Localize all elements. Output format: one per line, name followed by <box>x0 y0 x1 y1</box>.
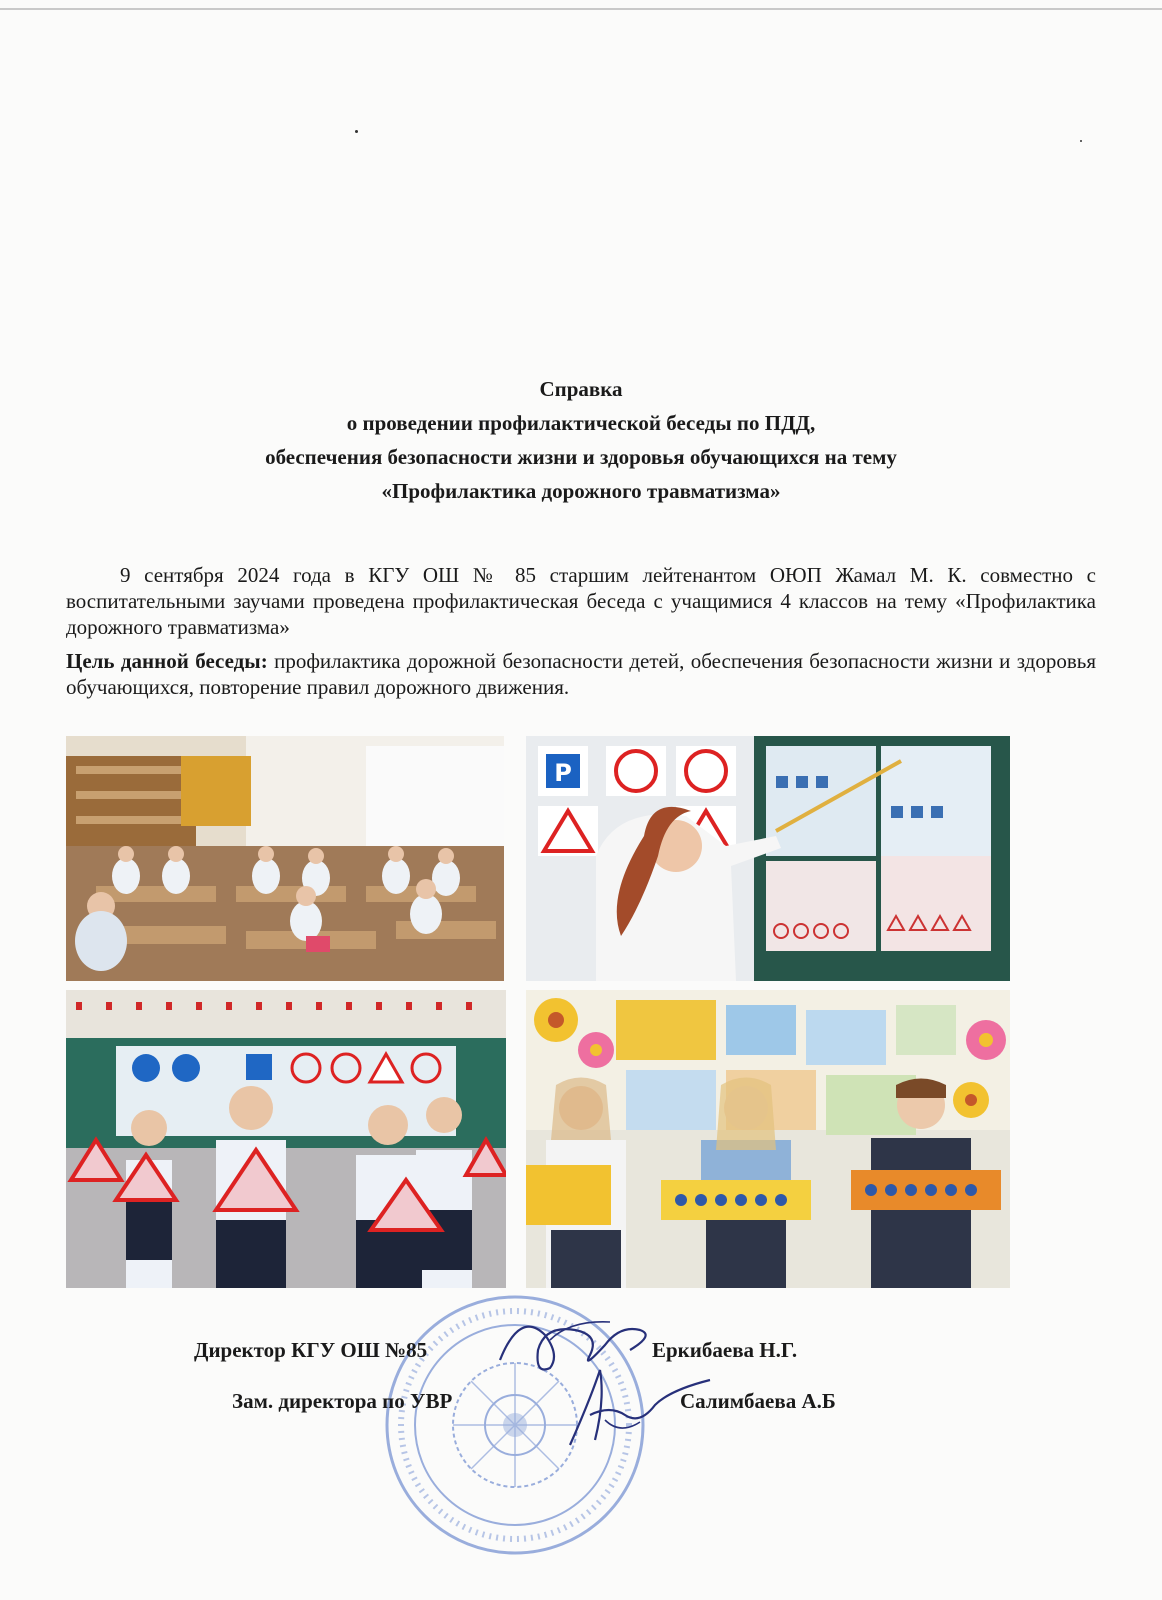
road-signs-group-photo <box>66 990 506 1288</box>
title-line-3: обеспечения безопасности жизни и здоровья обучающихся на тему <box>265 445 897 469</box>
scan-edge-line <box>0 8 1162 10</box>
goal-text: профилактика дорожной безопасности детей, обеспечения безопасности жизни и здоровья обучающихся, повторение правил дорожного движения. <box>66 649 1096 699</box>
goal-label: Цель данной беседы: <box>66 649 268 673</box>
svg-text:P: P <box>554 759 572 787</box>
director-name: Еркибаева Н.Г. <box>652 1338 798 1362</box>
document-title <box>0 372 1162 508</box>
goal-paragraph <box>66 648 1096 700</box>
scan-speck <box>355 130 358 133</box>
document-body <box>66 562 1096 700</box>
deputy-title: Зам. директора по УВР <box>232 1389 453 1413</box>
scan-speck <box>1080 140 1082 142</box>
event-paragraph: 9 сентября 2024 года в КГУ ОШ № 85 старшим лейтенантом ОЮП Жамал М. К. совместно с воспитательными заучами проведена профилактическая беседа с учащимися 4 классов на тему «Профилактика дорожного травматизма» <box>66 563 1096 639</box>
photo-collage <box>66 736 1010 1288</box>
classroom-photo <box>66 736 504 981</box>
deputy-name: Салимбаева А.Б <box>680 1389 836 1413</box>
deputy-signature-icon <box>560 1360 720 1455</box>
poster-presentation-photo <box>526 736 1010 981</box>
director-title: Директор КГУ ОШ №85 <box>194 1338 428 1362</box>
title-line-1: Справка <box>539 377 623 401</box>
title-line-2: о проведении профилактической беседы по ПДД, <box>346 411 816 435</box>
title-line-4: «Профилактика дорожного травматизма» <box>381 479 781 503</box>
children-with-posters-photo <box>526 990 1010 1288</box>
